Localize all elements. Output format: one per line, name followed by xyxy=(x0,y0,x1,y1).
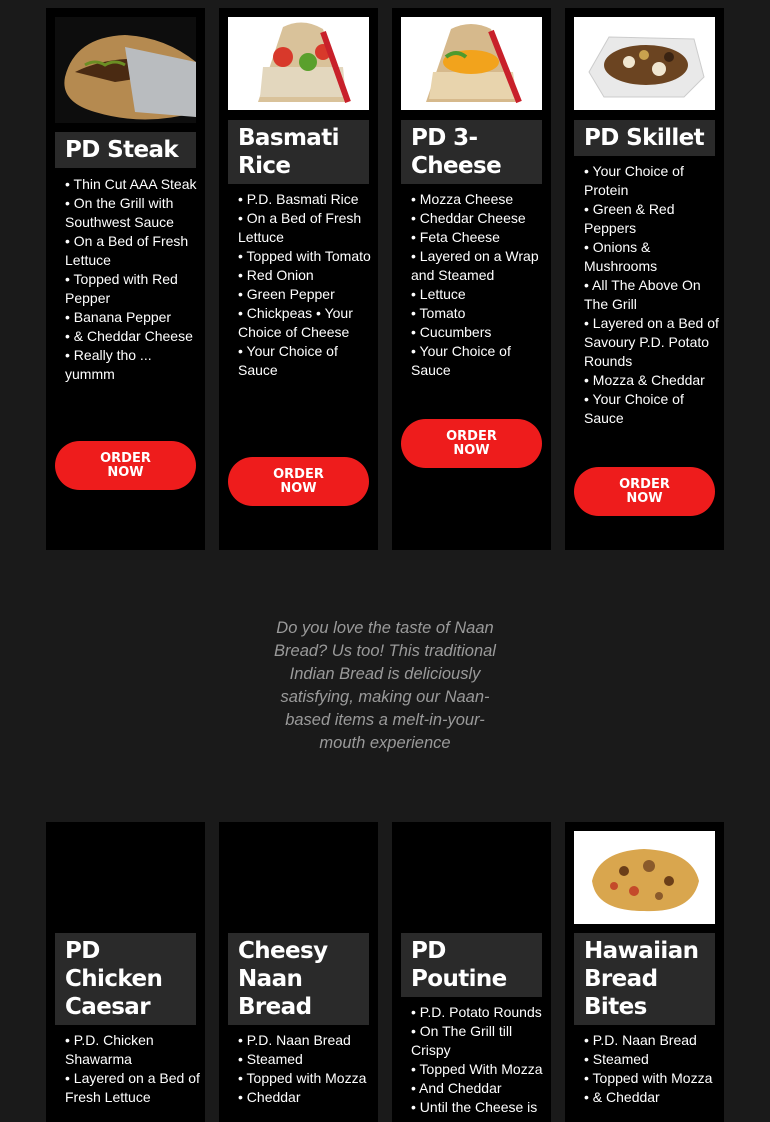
ingredient: • On The Grill till Crispy xyxy=(411,1023,513,1058)
ingredient: • And Cheddar xyxy=(411,1080,502,1096)
card-title: PD Skillet xyxy=(584,125,705,151)
skillet-image xyxy=(574,17,715,110)
ingredient: • Thin Cut AAA Steak xyxy=(65,176,197,192)
ingredient: • Steamed xyxy=(238,1051,303,1067)
ingredient: • Really tho ... yummm xyxy=(65,347,152,382)
ingredient: • On a Bed of Fresh Lettuce xyxy=(65,233,189,268)
card-title: Hawaiian Bread Bites xyxy=(584,938,699,1020)
card-title-box xyxy=(401,120,542,184)
menu-card-pd-poutine xyxy=(392,822,551,1122)
card-title-box xyxy=(228,933,369,1025)
order-now-button[interactable]: ORDER NOW xyxy=(228,457,369,506)
ingredient: • Cheddar Cheese xyxy=(411,210,526,226)
menu-card-basmati-rice xyxy=(219,8,378,550)
ingredient: • Chickpeas • Your Choice of Cheese xyxy=(238,305,353,340)
card-title-box xyxy=(228,120,369,184)
naan-intro-text: Do you love the taste of Naan Bread? Us too! This traditional Indian Bread is deliciously satisfying, making our Naan-based items a melt-in-your-mouth experience xyxy=(274,619,496,752)
card-title: PD Steak xyxy=(65,137,179,163)
ingredient: • P.D. Potato Rounds xyxy=(411,1004,542,1020)
ingredient: • All The Above On The Grill xyxy=(584,277,701,312)
card-title: PD Poutine xyxy=(411,938,507,992)
order-now-button[interactable]: ORDER NOW xyxy=(574,467,715,516)
card-title-box xyxy=(55,132,196,168)
steak-wrap-image xyxy=(55,17,196,123)
ingredient: • Feta Cheese xyxy=(411,229,500,245)
card-title-box xyxy=(574,933,715,1025)
menu-card-pd-steak xyxy=(46,8,205,550)
card-ingredients xyxy=(65,175,203,384)
ingredient: • P.D. Naan Bread xyxy=(238,1032,351,1048)
ingredient: • Onions & Mushrooms xyxy=(584,239,658,274)
menu-card-hawaiian-bread-bites xyxy=(565,822,724,1122)
ingredient: • Topped with Mozza xyxy=(238,1070,367,1086)
ingredient: • & Cheddar xyxy=(584,1089,660,1105)
card-title-box xyxy=(574,120,715,156)
menu-card-cheesy-naan-bread xyxy=(219,822,378,1122)
ingredient: • On the Grill with Southwest Sauce xyxy=(65,195,174,230)
ingredient: • Steamed xyxy=(584,1051,649,1067)
ingredient: • Your Choice of Sauce xyxy=(411,343,511,378)
card-title: PD 3- Cheese xyxy=(411,125,502,179)
naan-bites-image xyxy=(574,831,715,924)
rice-wrap-image xyxy=(228,17,369,110)
ingredient: • Your Choice of Sauce xyxy=(584,391,684,426)
ingredient: • Tomato xyxy=(411,305,466,321)
menu-card-pd-chicken-caesar xyxy=(46,822,205,1122)
ingredient: • Cucumbers xyxy=(411,324,492,340)
ingredient: • & Cheddar Cheese xyxy=(65,328,193,344)
ingredient: • Cheddar xyxy=(238,1089,301,1105)
card-ingredients xyxy=(238,1031,376,1107)
ingredient: • Layered on a Bed of Fresh Lettuce xyxy=(65,1070,200,1105)
ingredient: • Topped with Tomato xyxy=(238,248,371,264)
card-title-box xyxy=(401,933,542,997)
card-title: Basmati Rice xyxy=(238,125,339,179)
card-ingredients xyxy=(411,190,549,380)
card-ingredients xyxy=(238,190,376,380)
ingredient: • On a Bed of Fresh Lettuce xyxy=(238,210,362,245)
ingredient: • Until the Cheese is xyxy=(411,1099,538,1115)
order-now-button[interactable]: ORDER NOW xyxy=(401,419,542,468)
ingredient: • Red Onion xyxy=(238,267,314,283)
card-ingredients xyxy=(584,1031,722,1107)
ingredient: • Banana Pepper xyxy=(65,309,172,325)
card-title: PD Chicken Caesar xyxy=(65,938,163,1020)
ingredient: • Green & Red Peppers xyxy=(584,201,675,236)
card-ingredients xyxy=(65,1031,203,1107)
card-title-box xyxy=(55,933,196,1025)
cheese-wrap-image xyxy=(401,17,542,110)
ingredient: • Topped with Mozza xyxy=(584,1070,713,1086)
ingredient: • P.D. Basmati Rice xyxy=(238,191,359,207)
card-ingredients xyxy=(584,162,722,428)
ingredient: • Mozza Cheese xyxy=(411,191,514,207)
ingredient: • Layered on a Wrap and Steamed xyxy=(411,248,539,283)
menu-card-pd-skillet xyxy=(565,8,724,550)
ingredient: • Your Choice of Protein xyxy=(584,163,684,198)
card-ingredients xyxy=(411,1003,549,1117)
ingredient: • Green Pepper xyxy=(238,286,335,302)
card-title: Cheesy Naan Bread xyxy=(238,938,328,1020)
ingredient: • Topped with Red Pepper xyxy=(65,271,178,306)
ingredient: • P.D. Chicken Shawarma xyxy=(65,1032,154,1067)
ingredient: • Lettuce xyxy=(411,286,466,302)
menu-card-pd-3-cheese xyxy=(392,8,551,550)
ingredient: • Layered on a Bed of Savoury P.D. Potato Rounds xyxy=(584,315,719,369)
order-now-button[interactable]: ORDER NOW xyxy=(55,441,196,490)
ingredient: • Your Choice of Sauce xyxy=(238,343,338,378)
ingredient: • Mozza & Cheddar xyxy=(584,372,705,388)
ingredient: • Topped With Mozza xyxy=(411,1061,543,1077)
ingredient: • P.D. Naan Bread xyxy=(584,1032,697,1048)
